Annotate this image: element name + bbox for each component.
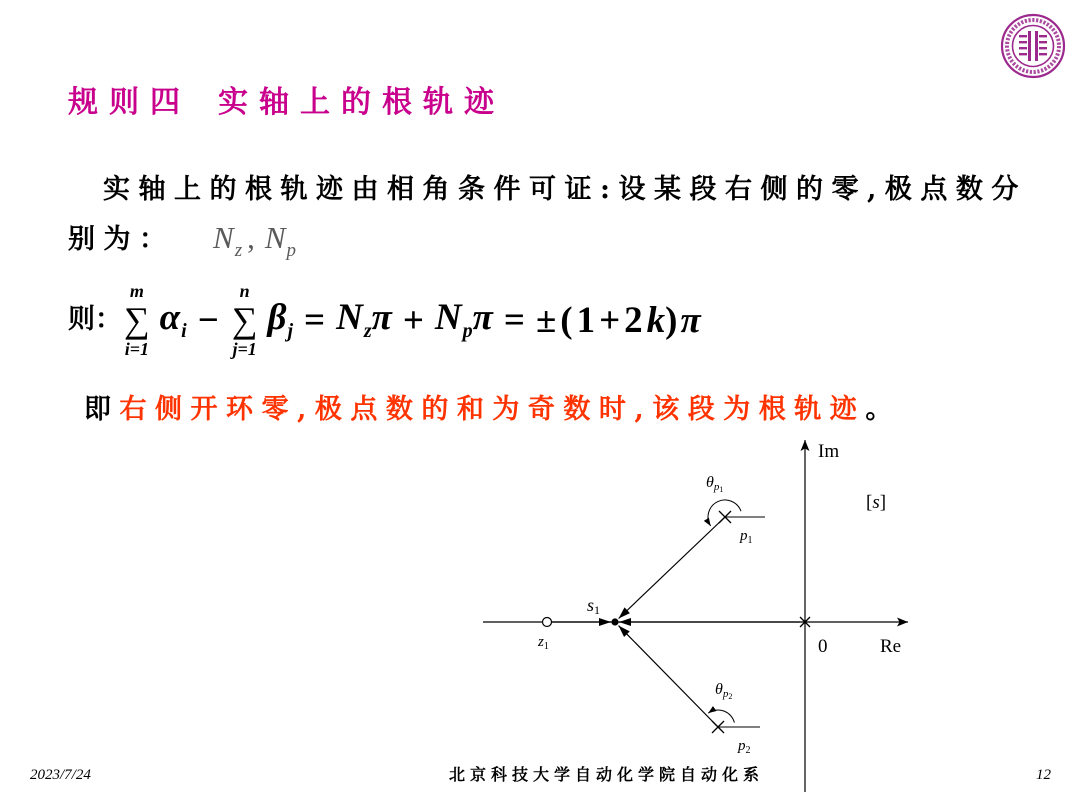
count-nz-base: N: [213, 220, 234, 255]
equation-lead: 则：: [68, 304, 122, 335]
term-beta-j: [267, 296, 293, 342]
conclusion-line: [84, 392, 901, 428]
vector-p2-to-s1: [619, 626, 719, 727]
slide-title-rule: 规则四: [68, 85, 191, 120]
university-seal-icon: [1000, 13, 1066, 79]
pole-p2-subscript: 2: [745, 745, 751, 756]
sum1-lower-limit: i=1: [124, 339, 149, 359]
sum1-upper-limit: m: [129, 281, 144, 301]
plus-operator: +: [402, 299, 424, 341]
beta-symbol: β: [267, 296, 287, 338]
minus-operator: −: [197, 299, 219, 341]
sum1-sigma-symbol: ∑: [124, 300, 150, 340]
conclusion-suffix: 。: [865, 394, 901, 425]
s-plane-close-bracket: ]: [879, 492, 887, 513]
test-point-s1-marker: [611, 618, 618, 625]
rhs-open: ±(1+2: [535, 299, 647, 341]
angle-p1-subsubscript: 1: [719, 485, 724, 494]
count-np-base: N: [264, 220, 286, 255]
angle-condition-equation: [68, 282, 701, 358]
term-np-pi: [434, 296, 493, 342]
zero-pole-count-symbols: [213, 220, 296, 261]
pole-p1-base: p: [740, 528, 748, 544]
body-line-1: 实轴上的根轨迹由相角条件可证:设某段右侧的零,极点数分: [103, 174, 1027, 205]
pi-symbol-1: π: [371, 296, 392, 338]
equals-operator-2: =: [503, 299, 525, 341]
vector-p1-to-s1: [619, 517, 725, 619]
s-plane-open-bracket: [: [866, 492, 873, 513]
np-symbol: N: [434, 296, 462, 338]
footer-date: 2023/7/24: [30, 767, 91, 783]
summation-beta: [232, 282, 258, 358]
alpha-symbol: α: [159, 296, 181, 338]
angle-p1-theta: θ: [706, 474, 714, 491]
equation-right-hand-side: [535, 299, 701, 341]
root-locus-diagram: [470, 430, 920, 802]
angle-p1-arc: [708, 500, 741, 526]
count-nz-subscript: z: [234, 240, 243, 261]
beta-subscript: j: [287, 319, 293, 342]
zero-z1-marker: [543, 618, 552, 627]
angle-p2-subscript: p: [722, 688, 729, 700]
term-alpha-i: [159, 296, 187, 342]
pole-p2-base: p: [738, 738, 746, 754]
count-separator: ,: [247, 220, 255, 255]
seal-center-emblem: [1019, 31, 1047, 61]
seal-inner-ring: [1013, 26, 1054, 67]
im-axis-label: Im: [818, 441, 840, 462]
sum2-upper-limit: n: [239, 281, 250, 301]
sum2-lower-limit: j=1: [232, 339, 257, 359]
seal-lettering-ring: [1007, 20, 1059, 72]
pi-symbol-3: π: [680, 299, 701, 341]
angle-p2-theta: θ: [715, 681, 723, 698]
count-np-subscript: p: [286, 240, 297, 261]
pole-p1-subscript: 1: [747, 535, 753, 546]
s-plane-label: [866, 492, 886, 513]
pole-p2-label: [737, 738, 751, 756]
zero-z1-base: z: [538, 634, 544, 650]
conclusion-highlight: 右侧开环零,极点数的和为奇数时,该段为根轨迹: [119, 394, 866, 425]
test-point-s1-base: s: [587, 595, 595, 615]
origin-label: 0: [818, 636, 828, 657]
nz-symbol: N: [336, 296, 363, 338]
s-plane-variable: s: [872, 492, 880, 513]
equals-operator-1: =: [304, 299, 326, 341]
footer-institution: 北京科技大学自动化学院自动化系: [449, 765, 765, 784]
nz-subscript: z: [363, 319, 372, 342]
angle-p1-subscript: p: [713, 481, 720, 493]
term-nz-pi: [336, 296, 392, 342]
re-axis-label: Re: [880, 636, 902, 657]
summation-alpha: [124, 282, 150, 358]
rhs-close: ): [665, 299, 678, 341]
test-point-s1-label: [587, 595, 600, 617]
sum2-sigma-symbol: ∑: [231, 300, 258, 340]
angle-p1-label: [706, 474, 723, 494]
conclusion-prefix: 即: [84, 394, 120, 425]
alpha-subscript: i: [181, 319, 187, 342]
zero-z1-label: [537, 634, 549, 652]
angle-p2-subsubscript: 2: [728, 692, 733, 701]
test-point-s1-subscript: 1: [594, 603, 601, 617]
body-line-2-prefix: 别为：: [68, 224, 175, 255]
zero-z1-subscript: 1: [543, 641, 549, 652]
np-subscript: p: [462, 319, 473, 342]
seal-outer-ring: [1002, 15, 1064, 77]
pole-p1-label: [739, 528, 753, 546]
rhs-k-variable: k: [646, 299, 666, 341]
pi-symbol-2: π: [472, 296, 493, 338]
angle-p2-label: [715, 681, 732, 701]
footer-page-number: 12: [1036, 767, 1051, 783]
slide-title-topic: 实轴上的根轨迹: [218, 85, 505, 120]
